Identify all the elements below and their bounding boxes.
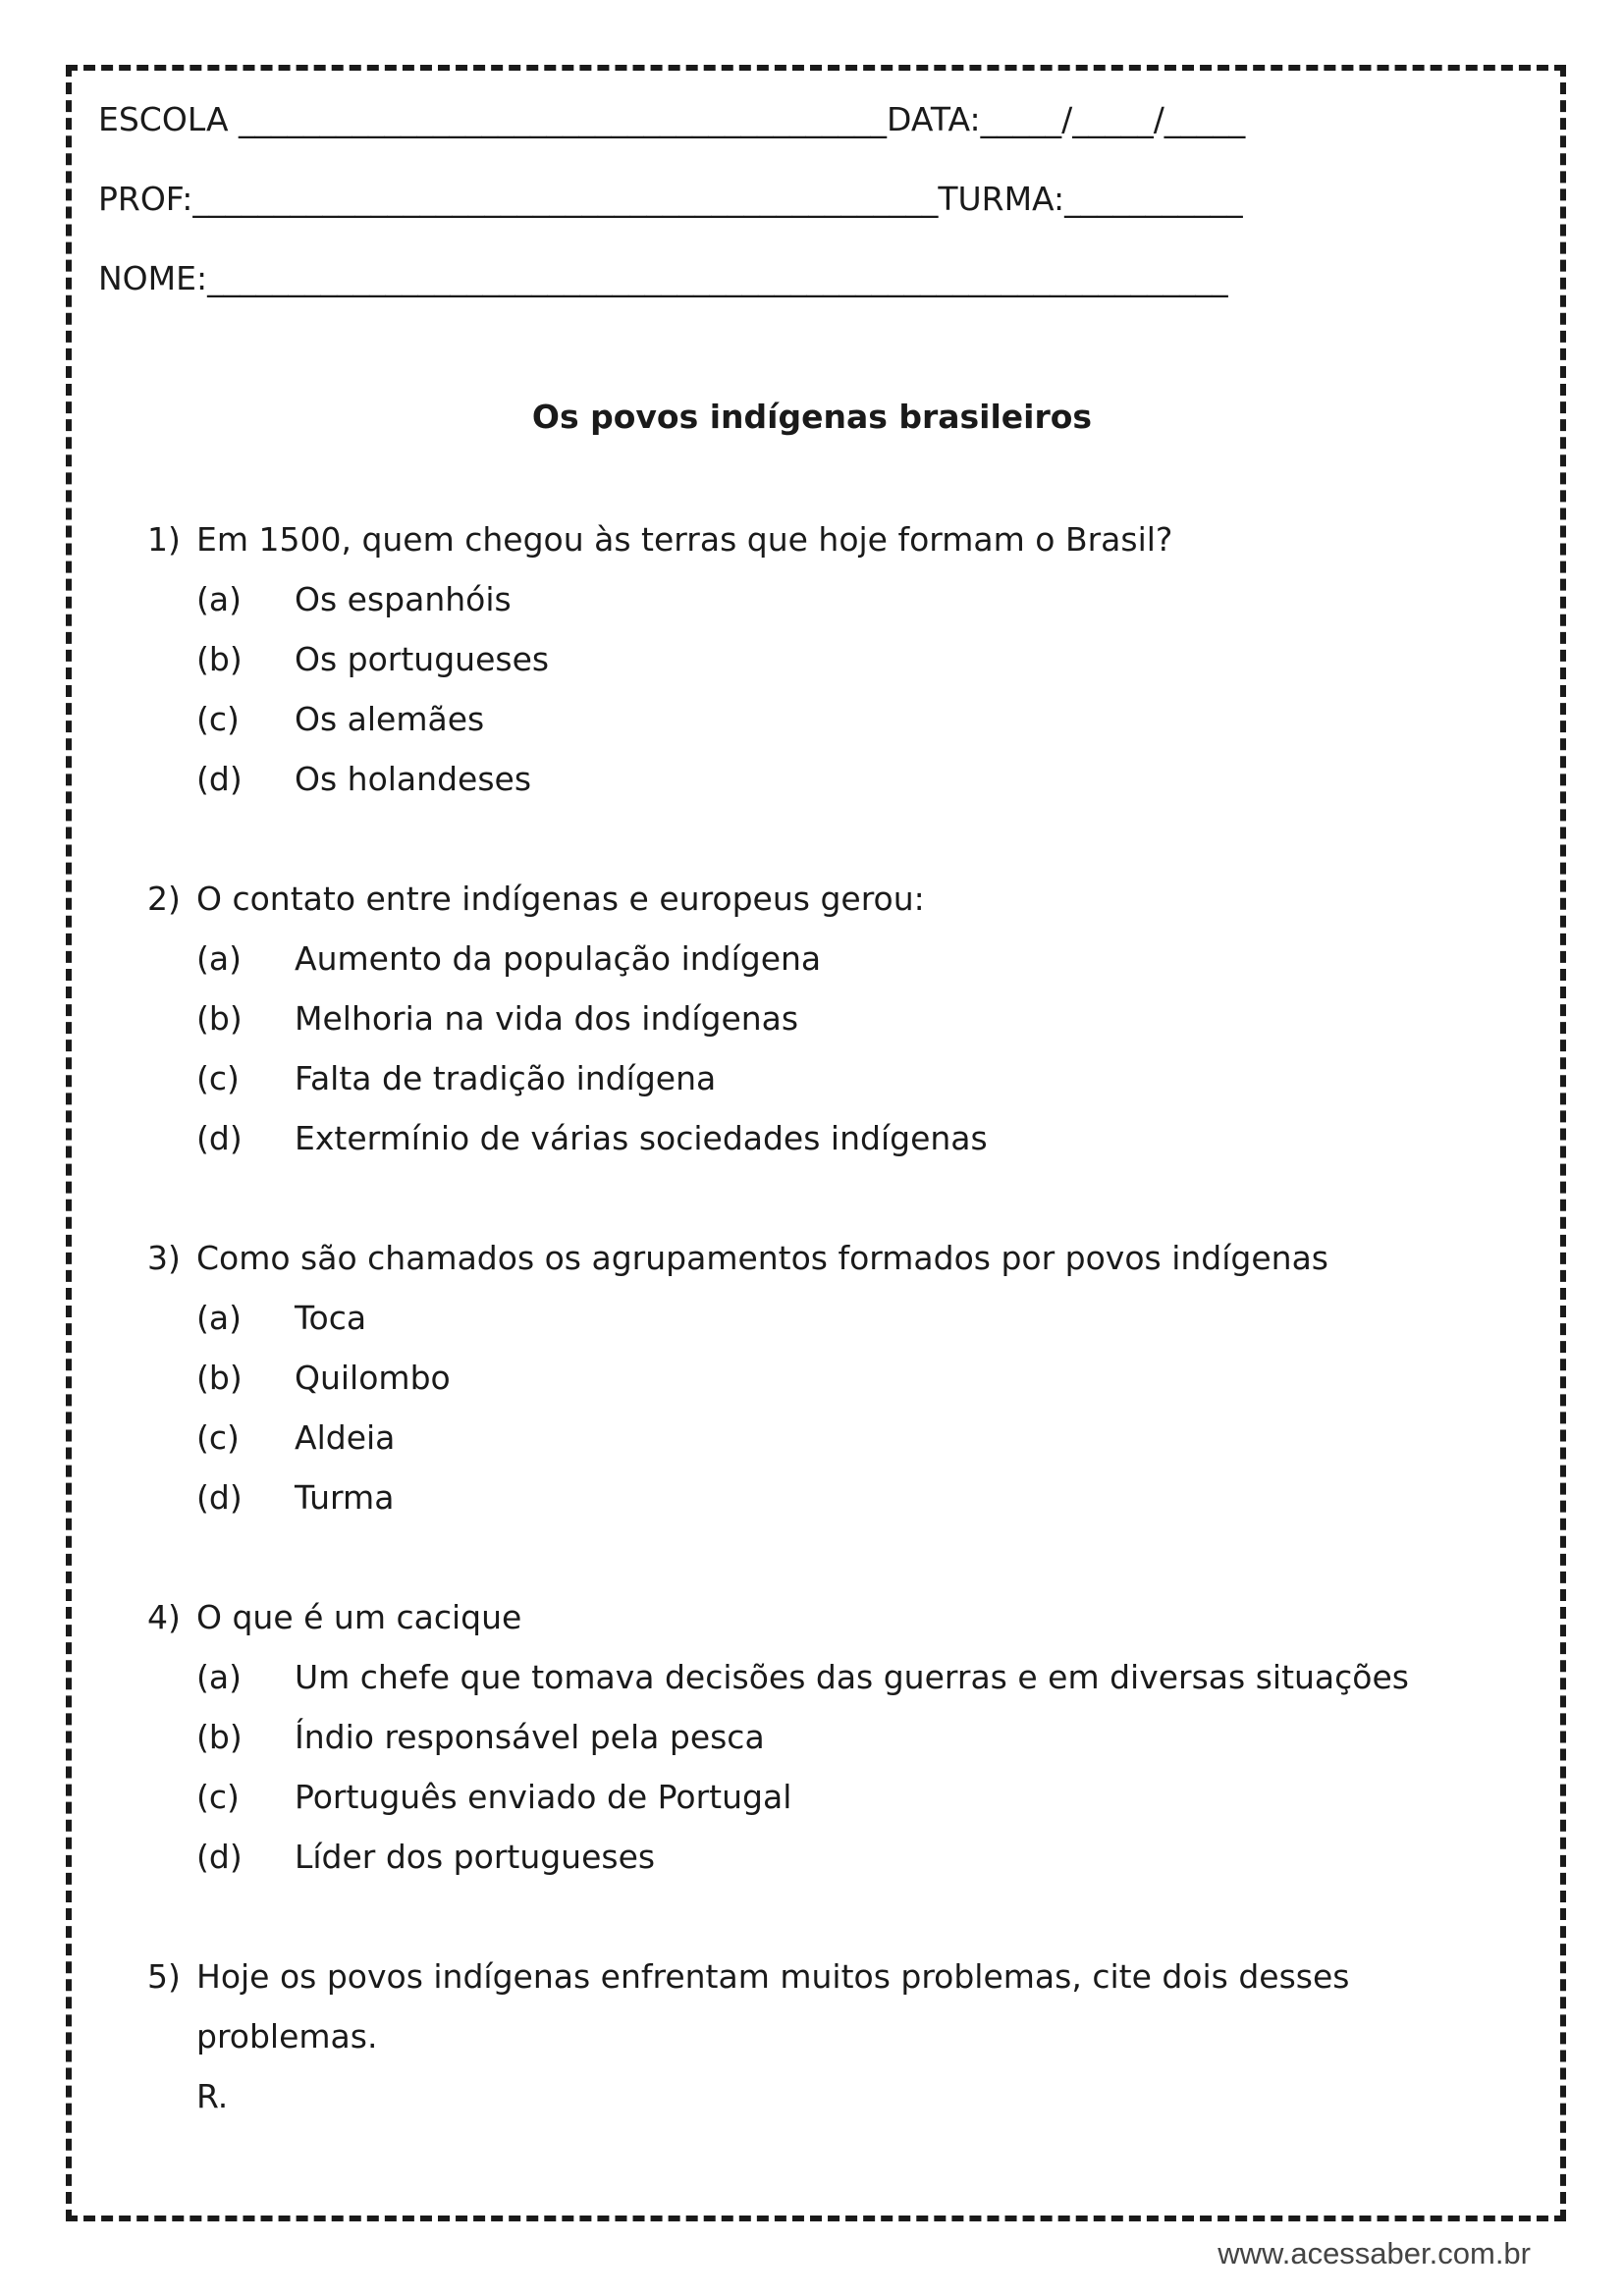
option-text: Quilombo <box>295 1359 451 1397</box>
question-text: Em 1500, quem chegou às terras que hoje formam o Brasil? <box>196 520 1173 559</box>
question-number: 5) <box>147 1957 181 1996</box>
question-5 <box>147 1957 1349 1997</box>
question-3-option-a <box>196 1299 366 1338</box>
question-4-option-a <box>196 1658 1409 1697</box>
header-nome-line: NOME:_______________________________________________________________ <box>98 259 1228 297</box>
option-letter: (b) <box>196 1359 243 1397</box>
option-letter: (b) <box>196 1718 243 1756</box>
question-text: Como são chamados os agrupamentos formados por povos indígenas <box>196 1239 1328 1277</box>
option-letter: (b) <box>196 640 243 678</box>
option-letter: (c) <box>196 700 240 738</box>
header-prof-turma-line: PROF:______________________________________________TURMA:___________ <box>98 180 1243 218</box>
option-text: Aldeia <box>295 1418 396 1457</box>
question-2-option-a <box>196 939 821 979</box>
question-text: Hoje os povos indígenas enfrentam muitos problemas, cite dois desses <box>196 1957 1350 1996</box>
option-text: Melhoria na vida dos indígenas <box>295 999 799 1038</box>
option-letter: (a) <box>196 1658 242 1696</box>
option-letter: (d) <box>196 1119 243 1157</box>
question-2-option-d <box>196 1119 988 1158</box>
option-letter: (d) <box>196 1478 243 1517</box>
option-letter: (b) <box>196 999 243 1038</box>
option-letter: (c) <box>196 1778 240 1816</box>
question-2-option-b <box>196 999 798 1039</box>
option-text: Falta de tradição indígena <box>295 1059 717 1097</box>
option-text: Toca <box>295 1299 367 1337</box>
option-letter: (d) <box>196 1838 243 1876</box>
question-3-option-d <box>196 1478 394 1518</box>
header-escola-data-line: ESCOLA ________________________________________DATA:_____/_____/_____ <box>98 100 1246 138</box>
option-text: Líder dos portugueses <box>295 1838 656 1876</box>
question-4-option-b <box>196 1718 765 1757</box>
option-letter: (a) <box>196 580 242 618</box>
option-letter: (a) <box>196 939 242 978</box>
option-letter: (a) <box>196 1299 242 1337</box>
option-text: Índio responsável pela pesca <box>295 1718 765 1756</box>
question-4 <box>147 1598 521 1637</box>
option-text: Os holandeses <box>295 760 532 798</box>
option-text: Um chefe que tomava decisões das guerras e em diversas situações <box>295 1658 1409 1696</box>
option-letter: (c) <box>196 1418 240 1457</box>
option-text: Os alemães <box>295 700 485 738</box>
question-2 <box>147 880 925 919</box>
question-text: O contato entre indígenas e europeus gerou: <box>196 880 925 918</box>
option-letter: (d) <box>196 760 243 798</box>
question-number: 2) <box>147 880 181 918</box>
question-1-option-a <box>196 580 512 619</box>
option-text: Os portugueses <box>295 640 550 678</box>
question-number: 3) <box>147 1239 181 1277</box>
question-number: 1) <box>147 520 181 559</box>
option-text: Turma <box>295 1478 395 1517</box>
option-letter: (c) <box>196 1059 240 1097</box>
question-number: 4) <box>147 1598 181 1636</box>
question-1-option-b <box>196 640 549 679</box>
question-text: O que é um cacique <box>196 1598 522 1636</box>
answer-label: R. <box>196 2077 229 2115</box>
question-4-option-c <box>196 1778 791 1817</box>
footer-website-url: www.acessaber.com.br <box>1218 2236 1531 2270</box>
question-3-option-c <box>196 1418 395 1458</box>
question-3-option-b <box>196 1359 451 1398</box>
question-1-option-c <box>196 700 484 739</box>
question-1 <box>147 520 1172 560</box>
question-3 <box>147 1239 1328 1278</box>
question-4-option-d <box>196 1838 655 1877</box>
page-title: Os povos indígenas brasileiros <box>531 398 1093 436</box>
option-text: Extermínio de várias sociedades indígenas <box>295 1119 988 1157</box>
option-text: Os espanhóis <box>295 580 512 618</box>
question-2-option-c <box>196 1059 716 1098</box>
option-text: Português enviado de Portugal <box>295 1778 792 1816</box>
question-1-option-d <box>196 760 531 799</box>
question-5-text-continuation: problemas. <box>196 2017 378 2056</box>
option-text: Aumento da população indígena <box>295 939 822 978</box>
